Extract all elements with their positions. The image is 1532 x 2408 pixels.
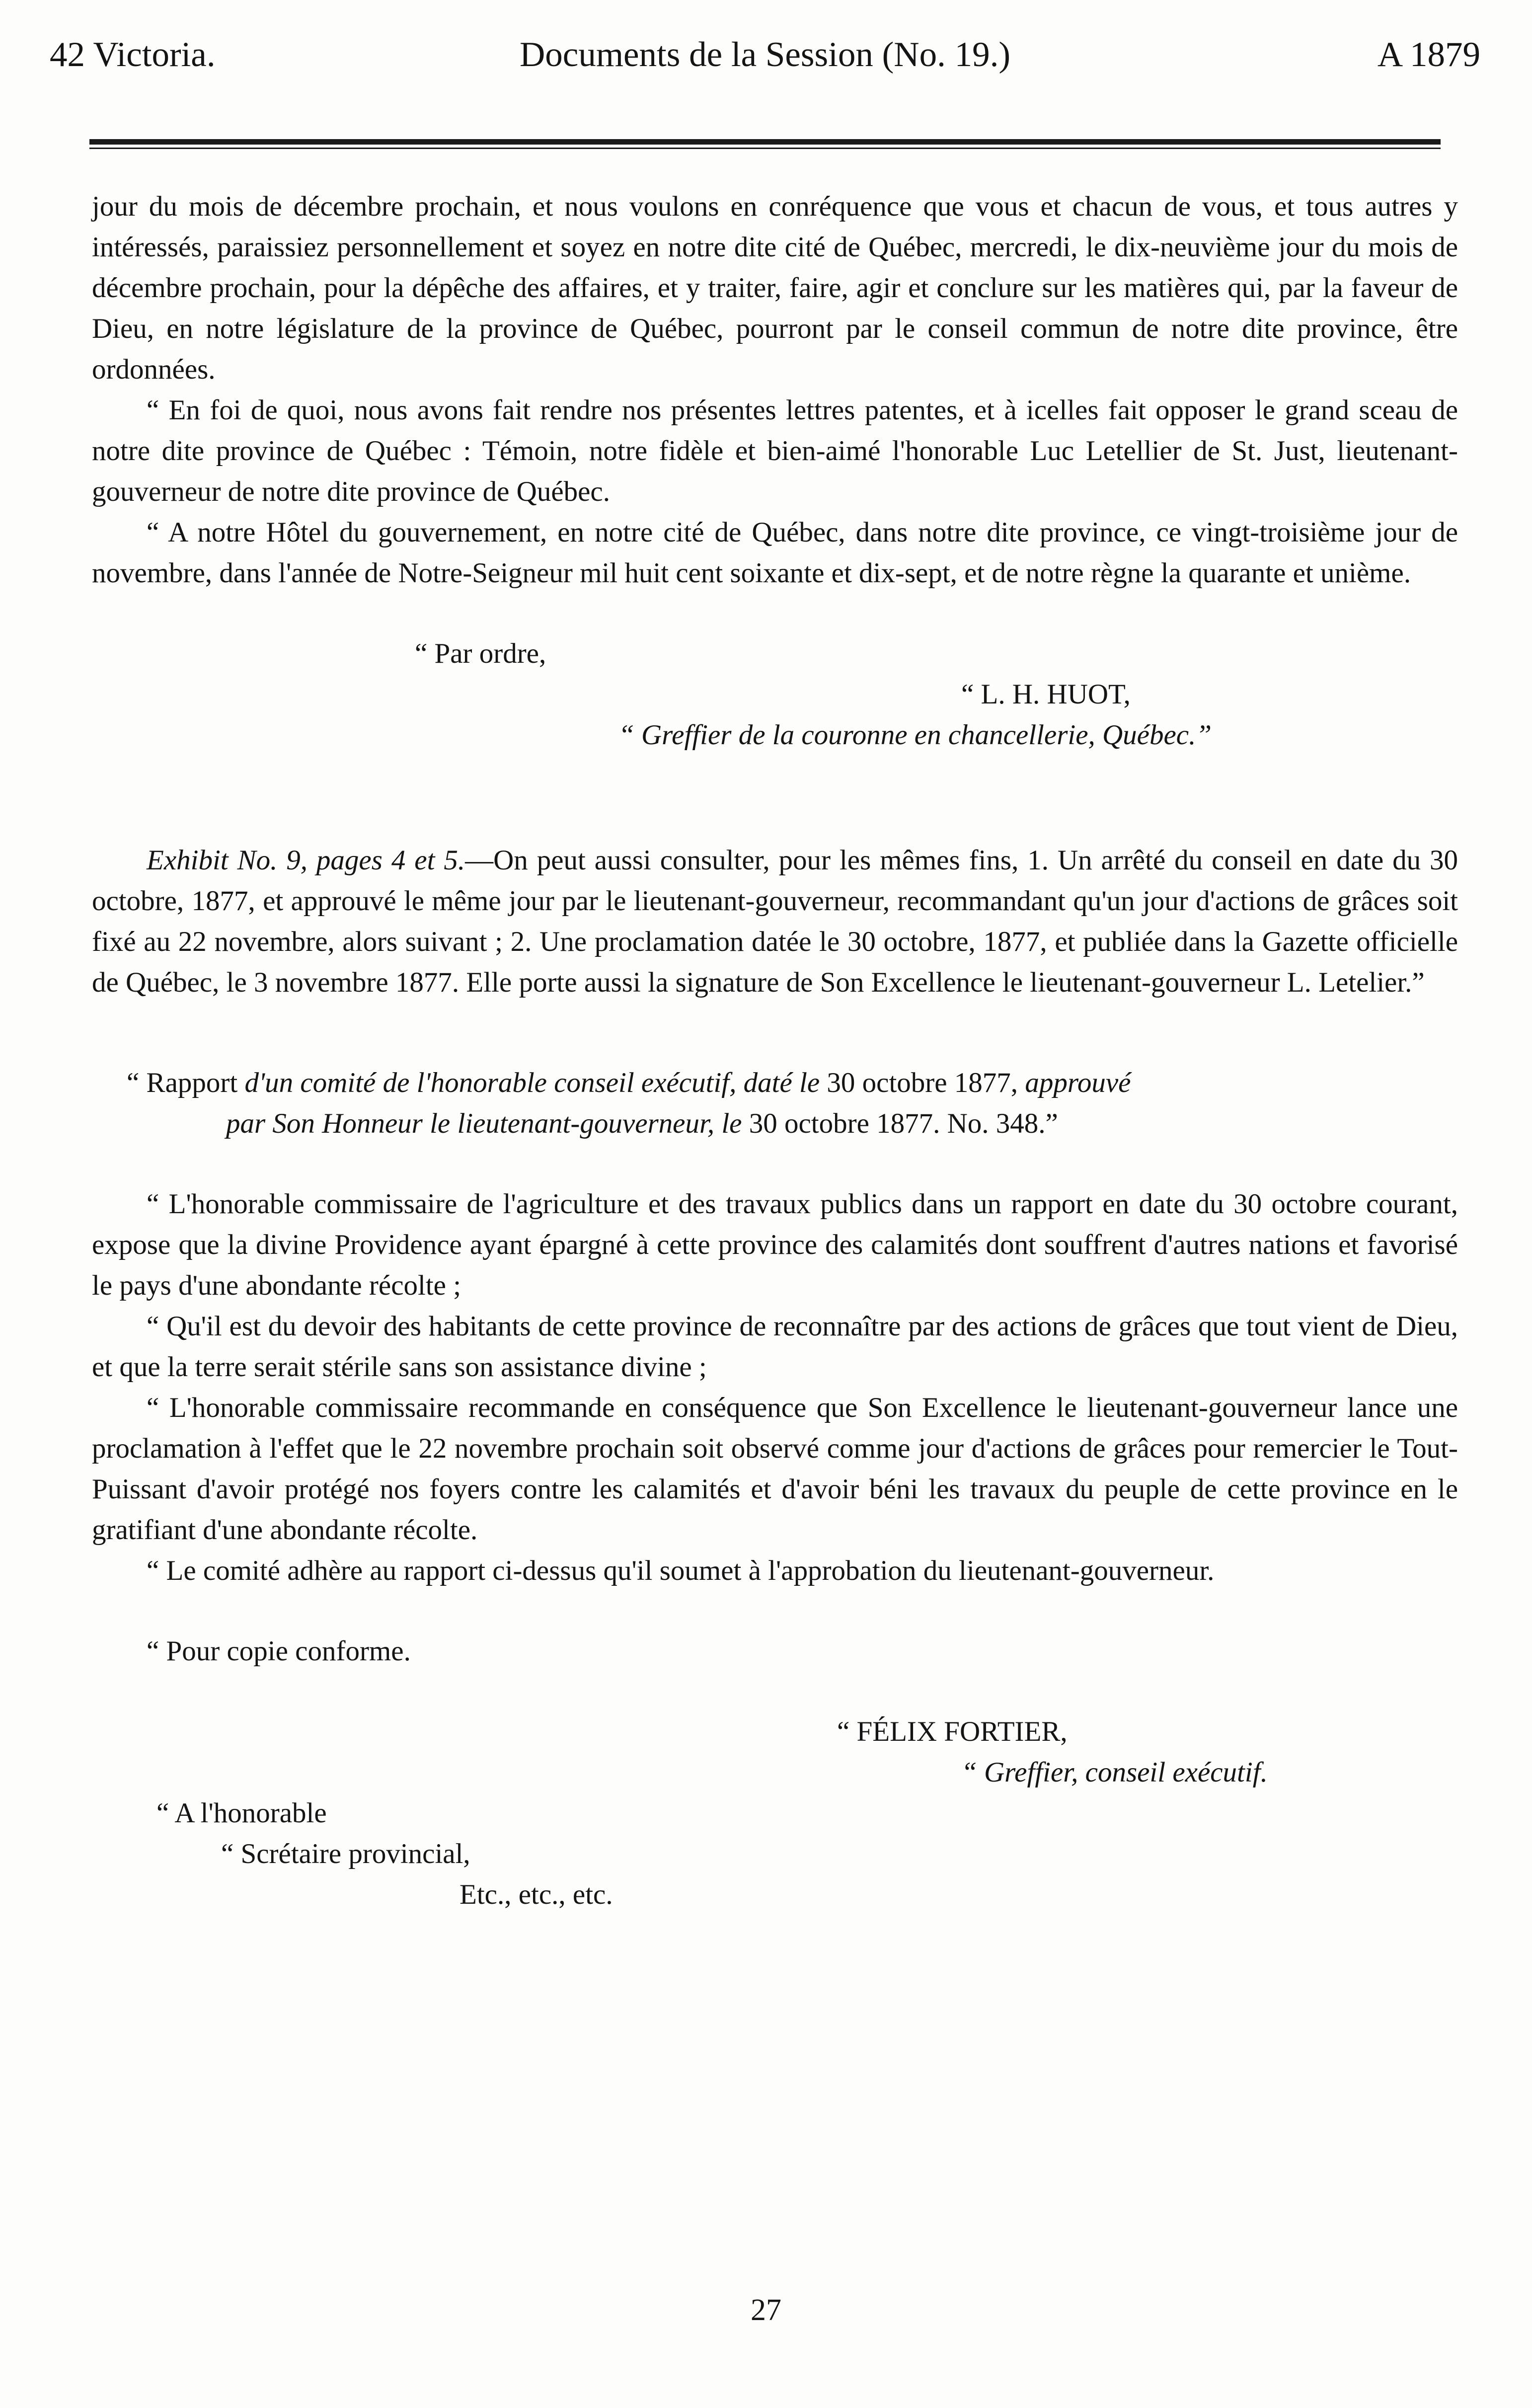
paragraph-exhibit [92, 840, 1458, 1003]
paragraph-hotel: “ A notre Hôtel du gouvernement, en notre cité de Québec, dans notre dite province, ce vingt-troisième jour de novembre, dans l'année de Notre-Seigneur mil huit cent soixante et dix-sept, et de notre règne la quarante et unième. [92, 517, 1458, 589]
pour-copie: “ Pour copie conforme. [147, 1635, 411, 1667]
header-rule-thick [89, 139, 1441, 145]
header-year: A 1879 [1377, 35, 1480, 74]
header-title: Documents de la Session (No. 19.) [520, 35, 1010, 74]
address-line-1: “ A l'honorable [156, 1797, 327, 1829]
rapport-heading [92, 1063, 1458, 1144]
rapport-italic-1: d'un comité de l'honorable conseil exécutif, daté le [237, 1067, 827, 1098]
rapport-line2-date: 30 octobre 1877. [749, 1108, 940, 1139]
page-number: 27 [751, 2293, 781, 2327]
paragraph-recommande: “ L'honorable commissaire recommande en conséquence que Son Excellence le lieutenant-gouverneur lance une proclamation à l'effet que le 22 novembre prochain soit observé comme jour d'actions de grâces pour remercier le Tout-Puissant d'avoir protégé nos foyers contre les calamités et d'avoir béni les travaux du peuple de cette province en le gratifiant d'une abondante récolte. [92, 1392, 1458, 1546]
rapport-line2-italic: par Son Honneur le lieutenant-gouverneur, le [226, 1108, 749, 1139]
rapport-number: No. 348.” [940, 1108, 1058, 1139]
rapport-lead: “ Rapport [127, 1067, 238, 1098]
header-rule-thin [89, 148, 1441, 149]
paragraph-comite: “ Le comité adhère au rapport ci-dessus qu'il soumet à l'approbation du lieutenant-gouverneur. [147, 1555, 1215, 1586]
exhibit-label: Exhibit No. 9, pages 4 et 5. [147, 845, 465, 876]
rapport-date-1: 30 octobre 1877, [827, 1067, 1018, 1098]
paragraph-en-foi: “ En foi de quoi, nous avons fait rendre nos présentes lettres patentes, et à icelles fait opposer le grand sceau de notre dite province de Québec : Témoin, notre fidèle et bien-aimé l'honorable Luc Letellier de St. Just, lieutenant-gouverneur de notre dite province de Québec. [92, 394, 1458, 507]
signature-fortier-name: “ FÉLIX FORTIER, [837, 1716, 1068, 1747]
paragraph-devoir: “ Qu'il est du devoir des habitants de cette province de reconnaître par des actions de grâces que tout vient de Dieu, et que la terre serait stérile sans son assistance divine ; [92, 1311, 1458, 1383]
page-header [50, 27, 1480, 102]
par-ordre: “ Par ordre, [415, 638, 546, 669]
exhibit-text: —On peut aussi consulter, pour les mêmes fins, 1. Un arrêté du conseil en date du 30 octobre, 1877, et approuvé le même jour par le lieutenant-gouverneur, recommandant qu'un jour d'actions de grâces soit fixé au 22 novembre, alors suivant ; 2. Une proclamation datée le 30 octobre, 1877, et publiée dans la Gazette officielle de Québec, le 3 novembre 1877. Elle porte aussi la signature de Son Excellence le lieutenant-gouverneur L. Letelier.” [92, 845, 1458, 998]
address-line-3: Etc., etc., etc. [460, 1879, 613, 1910]
signature-huot-title: “ Greffier de la couronne en chancellerie, Québec.” [618, 719, 1212, 751]
header-session-year: 42 Victoria. [50, 35, 216, 74]
document-body [92, 186, 1458, 1915]
signature-fortier-title: “ Greffier, conseil exécutif. [961, 1757, 1268, 1788]
address-line-2: “ Scrétaire provincial, [221, 1838, 470, 1869]
paragraph-commissaire: “ L'honorable commissaire de l'agriculture et des travaux publics dans un rapport en date du 30 octobre courant, expose que la divine Providence ayant épargné à cette province des calamités dont souffrent d'autres nations et favorisé le pays d'une abondante récolte ; [92, 1188, 1458, 1301]
signature-huot-name: “ L. H. HUOT, [961, 679, 1131, 710]
paragraph-continuation: jour du mois de décembre prochain, et nous voulons en conréquence que vous et chacun de vous, et tous autres y intéressés, paraissiez personnellement et soyez en notre dite cité de Québec, mercredi, le dix-neuvième jour du mois de décembre prochain, pour la dépêche des affaires, et y traiter, faire, agir et conclure sur les matières qui, par la faveur de Dieu, en notre législature de la province de Québec, pourront par le conseil commun de notre dite province, être ordonnées. [92, 191, 1458, 385]
rapport-italic-2: approuvé [1018, 1067, 1131, 1098]
